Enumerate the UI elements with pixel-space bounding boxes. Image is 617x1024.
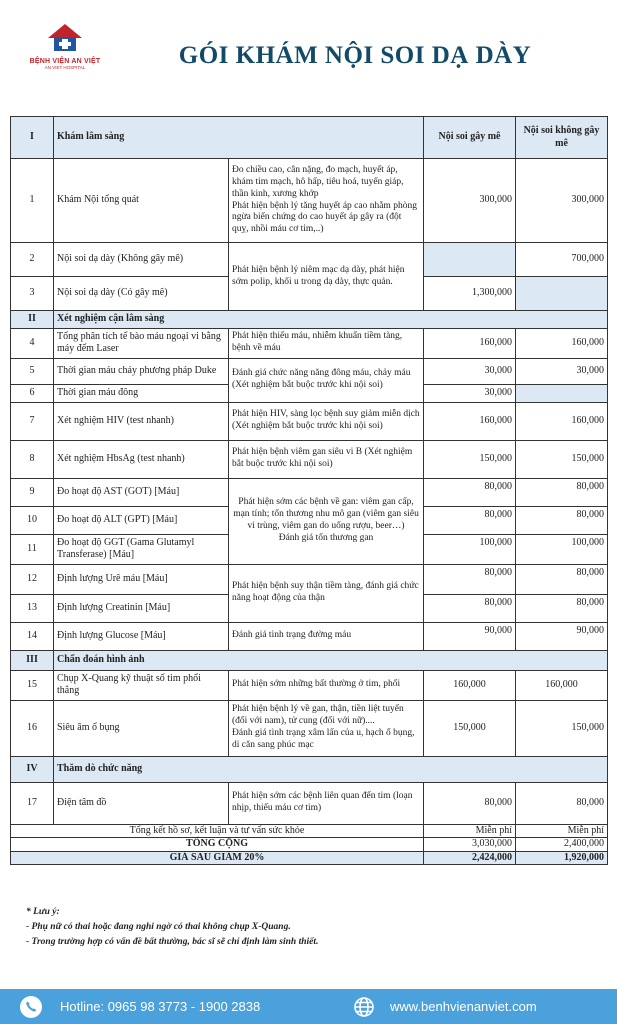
service-description: Phát hiện bệnh lý về gan, thận, tiền liệt tuyến (đối với nam), tử cung (đối với nữ).... Đánh giá tình trạng xâm lấn của u, hạch ổ bụng, di căn sang phúc mạc xyxy=(229,700,424,756)
logo-name: BỆNH VIỆN AN VIỆT xyxy=(29,58,101,65)
table-row xyxy=(11,564,608,594)
price-anesthesia: 160,000 xyxy=(424,670,516,700)
table-row xyxy=(11,402,608,440)
consult-label: Tổng kết hồ sơ, kết luận và tư vấn sức khỏe xyxy=(11,824,424,838)
price-anesthesia: 80,000 xyxy=(424,594,516,622)
section-title: Chẩn đoán hình ảnh xyxy=(54,650,608,670)
note-item: - Phụ nữ có thai hoặc đang nghi ngờ có thai không chụp X-Quang. xyxy=(26,922,291,933)
table-row xyxy=(11,700,608,756)
table-row xyxy=(11,358,608,384)
price-no-anesthesia xyxy=(516,384,608,402)
section-header-row xyxy=(11,756,608,782)
price-anesthesia: 80,000 xyxy=(424,506,516,534)
section-number: I xyxy=(11,117,54,159)
section-header-row xyxy=(11,650,608,670)
service-name: Đo hoạt độ GGT (Gama Glutamyl Transferase) [Máu] xyxy=(54,534,229,564)
row-number: 13 xyxy=(11,594,54,622)
price-no-anesthesia: 160,000 xyxy=(516,402,608,440)
row-number: 7 xyxy=(11,402,54,440)
logo-subtitle: AN VIET HOSPITAL xyxy=(44,65,86,70)
website-link[interactable]: www.benhvienanviet.com xyxy=(390,999,537,1014)
service-description: Phát hiện thiếu máu, nhiễm khuẩn tiềm tàng, bệnh về máu xyxy=(229,328,424,358)
price-anesthesia: 300,000 xyxy=(424,159,516,243)
table-row xyxy=(11,782,608,824)
section-title: Khám lâm sàng xyxy=(54,117,424,159)
row-number: 2 xyxy=(11,243,54,277)
service-description: Phát hiện HIV, sàng lọc bệnh suy giảm miễn dịch (Xét nghiệm bắt buộc trước khi nội soi) xyxy=(229,402,424,440)
service-description: Đo chiều cao, cân nặng, đo mạch, huyết áp, khám tim mạch, hô hấp, tiêu hoá, tuyến giáp, thần kinh, xương khớp Phát hiện bệnh lý tăng huyết áp cao nhằm phòng ngừa biến chứng do cao huyết áp gây ra (đột quỵ, nhồi máu cơ tim,..) xyxy=(229,159,424,243)
price-anesthesia: 80,000 xyxy=(424,782,516,824)
price-anesthesia: 1,300,000 xyxy=(424,277,516,311)
section-number: II xyxy=(11,311,54,329)
section-number: IV xyxy=(11,756,54,782)
price-anesthesia: 150,000 xyxy=(424,700,516,756)
price-no-anesthesia: 90,000 xyxy=(516,622,608,650)
column-header-anesthesia: Nội soi gây mê xyxy=(424,117,516,159)
price-no-anesthesia: 80,000 xyxy=(516,594,608,622)
logo-emblem-icon xyxy=(45,22,85,56)
table-row xyxy=(11,478,608,506)
section-title: Xét nghiệm cận lâm sàng xyxy=(54,311,608,329)
price-no-anesthesia: 30,000 xyxy=(516,358,608,384)
price-no-anesthesia: 160,000 xyxy=(516,328,608,358)
service-name: Xét nghiệm HIV (test nhanh) xyxy=(54,402,229,440)
table-row xyxy=(11,670,608,700)
price-no-anesthesia: 700,000 xyxy=(516,243,608,277)
price-anesthesia: 30,000 xyxy=(424,384,516,402)
row-number: 16 xyxy=(11,700,54,756)
price-anesthesia: 30,000 xyxy=(424,358,516,384)
table-row xyxy=(11,328,608,358)
discount-price-anesthesia: 2,424,000 xyxy=(424,851,516,865)
column-header-no-anesthesia: Nội soi không gây mê xyxy=(516,117,608,159)
page-title: GÓI KHÁM NỘI SOI DẠ DÀY xyxy=(178,42,532,69)
price-no-anesthesia: 80,000 xyxy=(516,564,608,594)
price-anesthesia: 80,000 xyxy=(424,478,516,506)
service-description: Phát hiện bệnh lý niêm mạc dạ dày, phát hiện sớm polip, khối u trong dạ dày, thực quản. xyxy=(229,243,424,311)
service-description: Phát hiện bệnh suy thận tiềm tàng, đánh giá chức năng hoạt động của thận xyxy=(229,564,424,622)
notes xyxy=(26,905,318,951)
footer-bar xyxy=(0,989,617,1024)
service-name: Siêu âm ổ bụng xyxy=(54,700,229,756)
row-number: 10 xyxy=(11,506,54,534)
price-anesthesia: 150,000 xyxy=(424,440,516,478)
table-row xyxy=(11,622,608,650)
service-description: Đánh giá tình trạng đường máu xyxy=(229,622,424,650)
row-number: 4 xyxy=(11,328,54,358)
service-description: Phát hiện sớm các bệnh về gan: viêm gan cấp, mạn tính; tổn thương nhu mô gan (viêm gan siêu vi trùng, viêm gan do uống rượu, beer…) Đánh giá tổn thương gan xyxy=(229,478,424,564)
row-number: 15 xyxy=(11,670,54,700)
service-description: Phát hiện bệnh viêm gan siêu vi B (Xét nghiệm bắt buộc trước khi nội soi) xyxy=(229,440,424,478)
service-name: Nội soi dạ dày (Không gây mê) xyxy=(54,243,229,277)
consult-price-anesthesia: Miễn phí xyxy=(424,824,516,838)
price-no-anesthesia: 160,000 xyxy=(516,670,608,700)
price-table xyxy=(10,116,608,865)
price-anesthesia xyxy=(424,243,516,277)
service-name: Khám Nội tổng quát xyxy=(54,159,229,243)
row-number: 11 xyxy=(11,534,54,564)
service-name: Thời gian máu đông xyxy=(54,384,229,402)
price-no-anesthesia: 80,000 xyxy=(516,782,608,824)
hotline-text: Hotline: 0965 98 3773 - 1900 2838 xyxy=(60,999,261,1014)
service-name: Điện tâm đồ xyxy=(54,782,229,824)
row-number: 1 xyxy=(11,159,54,243)
discount-label: GIÁ SAU GIẢM 20% xyxy=(11,851,424,865)
price-no-anesthesia: 80,000 xyxy=(516,506,608,534)
price-anesthesia: 80,000 xyxy=(424,564,516,594)
notes-title: * Lưu ý: xyxy=(26,907,60,917)
service-name: Định lượng Urê máu [Máu] xyxy=(54,564,229,594)
row-number: 3 xyxy=(11,277,54,311)
globe-icon xyxy=(353,996,375,1018)
service-name: Đo hoạt độ ALT (GPT) [Máu] xyxy=(54,506,229,534)
row-number: 17 xyxy=(11,782,54,824)
table-row xyxy=(11,440,608,478)
service-name: Chụp X-Quang kỹ thuật số tim phổi thẳng xyxy=(54,670,229,700)
price-anesthesia: 90,000 xyxy=(424,622,516,650)
service-name: Đo hoạt độ AST (GOT) [Máu] xyxy=(54,478,229,506)
hospital-logo xyxy=(18,22,112,84)
total-price-anesthesia: 3,030,000 xyxy=(424,838,516,852)
row-number: 5 xyxy=(11,358,54,384)
price-anesthesia: 160,000 xyxy=(424,402,516,440)
service-name: Định lượng Creatinin [Máu] xyxy=(54,594,229,622)
row-number: 9 xyxy=(11,478,54,506)
service-name: Nội soi dạ dày (Có gây mê) xyxy=(54,277,229,311)
summary-total-row xyxy=(11,838,608,852)
summary-consult-row xyxy=(11,824,608,838)
service-description: Phát hiện sớm các bệnh liên quan đến tim (loạn nhịp, thiếu máu cơ tim) xyxy=(229,782,424,824)
section-title: Thăm dò chức năng xyxy=(54,756,608,782)
price-no-anesthesia: 300,000 xyxy=(516,159,608,243)
price-no-anesthesia: 100,000 xyxy=(516,534,608,564)
row-number: 14 xyxy=(11,622,54,650)
table-header-row xyxy=(11,117,608,159)
row-number: 6 xyxy=(11,384,54,402)
table-row xyxy=(11,243,608,277)
consult-price-no-anesthesia: Miễn phí xyxy=(516,824,608,838)
service-name: Tổng phân tích tế bào máu ngoại vi bằng máy đếm Laser xyxy=(54,328,229,358)
section-number: III xyxy=(11,650,54,670)
total-label: TỔNG CỘNG xyxy=(11,838,424,852)
section-header-row xyxy=(11,311,608,329)
price-no-anesthesia: 150,000 xyxy=(516,440,608,478)
total-price-no-anesthesia: 2,400,000 xyxy=(516,838,608,852)
service-name: Thời gian máu chảy phương pháp Duke xyxy=(54,358,229,384)
price-no-anesthesia xyxy=(516,277,608,311)
summary-discount-row xyxy=(11,851,608,865)
service-name: Xét nghiệm HbsAg (test nhanh) xyxy=(54,440,229,478)
note-item: - Trong trường hợp có vấn đề bất thường, bác sĩ sẽ chỉ định làm sinh thiết. xyxy=(26,937,319,948)
row-number: 8 xyxy=(11,440,54,478)
service-name: Định lượng Glucose [Máu] xyxy=(54,622,229,650)
price-anesthesia: 160,000 xyxy=(424,328,516,358)
price-no-anesthesia: 80,000 xyxy=(516,478,608,506)
service-description: Đánh giá chức năng năng đông máu, chảy máu (Xét nghiệm bắt buộc trước khi nội soi) xyxy=(229,358,424,402)
price-no-anesthesia: 150,000 xyxy=(516,700,608,756)
table-row xyxy=(11,159,608,243)
discount-price-no-anesthesia: 1,920,000 xyxy=(516,851,608,865)
row-number: 12 xyxy=(11,564,54,594)
price-anesthesia: 100,000 xyxy=(424,534,516,564)
phone-icon xyxy=(20,996,42,1018)
service-description: Phát hiện sớm những bất thường ở tim, phổi xyxy=(229,670,424,700)
